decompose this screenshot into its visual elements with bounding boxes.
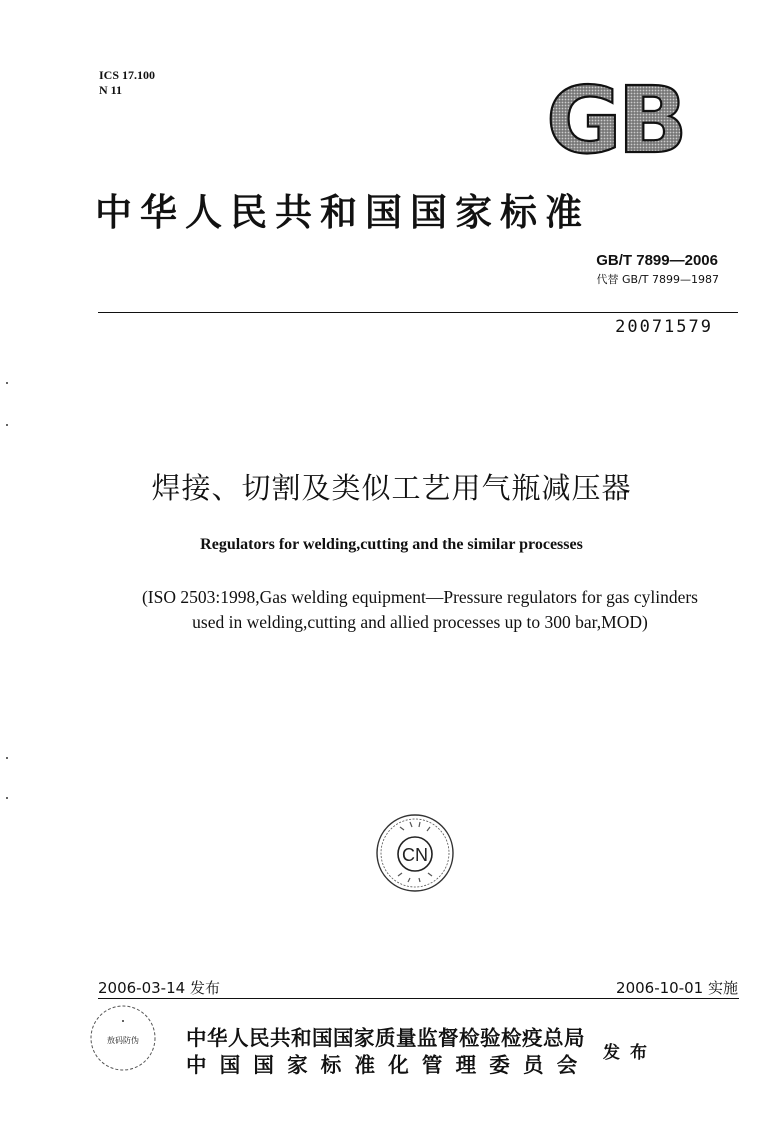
anti-counterfeit-stamp-icon [88, 1003, 158, 1073]
margin-mark [6, 757, 8, 759]
ccs-code: N 11 [99, 83, 123, 97]
document-title-en: Regulators for welding,cutting and the similar processes [200, 536, 583, 553]
gb-logo-text: GB [546, 80, 684, 158]
issue-date: 2006-03-14 发布 [98, 979, 220, 997]
footer-divider [98, 998, 739, 999]
margin-mark [6, 382, 8, 384]
iso-reference-line: used in welding,cutting and allied processes up to 300 bar,MOD) [192, 612, 648, 632]
margin-mark [6, 797, 8, 799]
iso-reference-line: (ISO 2503:1998,Gas welding equipment—Pressure regulators for gas cylinders [141, 587, 698, 607]
issuer-aqsiq: 中华人民共和国国家质量监督检验检疫总局 [186, 1026, 585, 1050]
margin-mark [6, 424, 8, 426]
seal-center-text: CN [402, 845, 428, 865]
implementation-date: 2006-10-01 实施 [616, 979, 738, 997]
iso-reference [60, 585, 780, 635]
gb-logo [540, 80, 690, 158]
publish-label: 发布 [603, 1043, 657, 1063]
serial-number: 20071579 [615, 317, 713, 337]
document-title-cn: 焊接、切割及类似工艺用气瓶减压器 [151, 471, 632, 505]
classification-codes [99, 68, 155, 98]
stamp-text: 敖码防伪 [107, 1036, 139, 1045]
issuer-sac: 中国国家标准化管理委员会 [186, 1053, 591, 1077]
national-standard-title: 中华人民共和国国家标准 [95, 191, 590, 234]
standard-number: GB/T 7899—2006 [596, 252, 718, 269]
standards-press-seal-icon [374, 812, 456, 894]
replaces-standard: 代替 GB/T 7899—1987 [596, 273, 719, 286]
header-divider [98, 312, 738, 313]
ics-code: ICS 17.100 [99, 68, 156, 82]
